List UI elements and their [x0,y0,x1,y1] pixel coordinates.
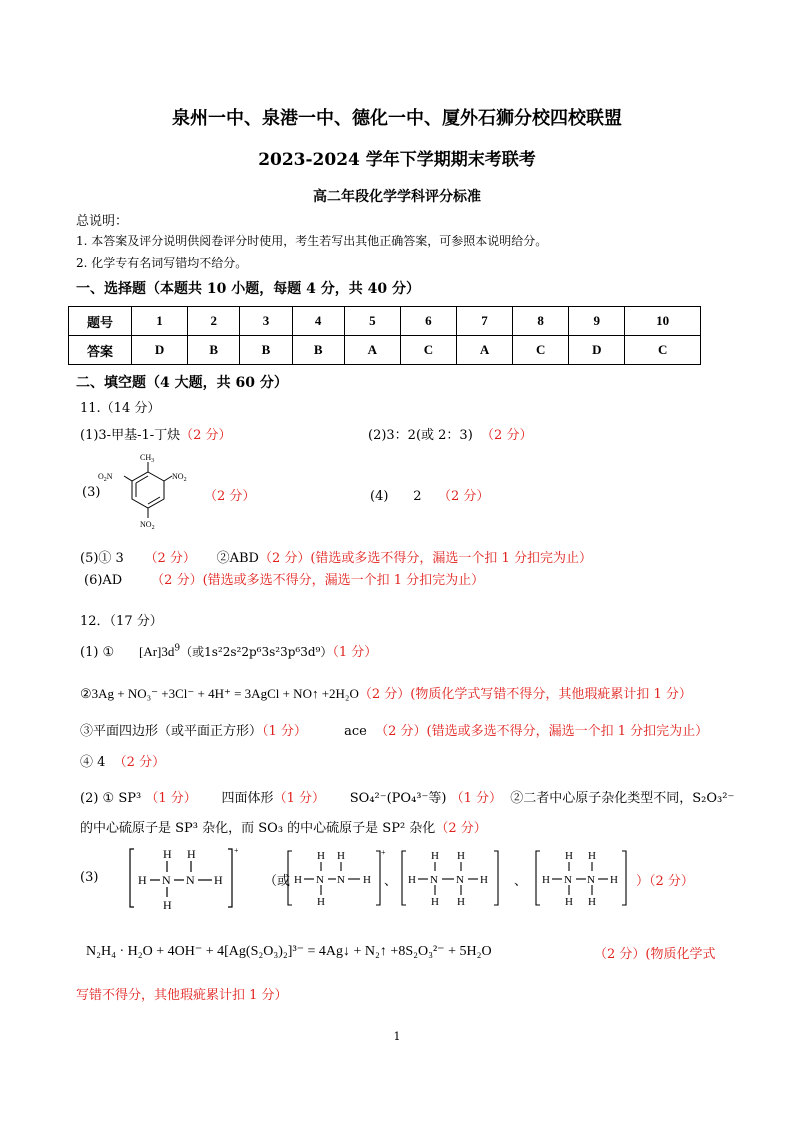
answer-table [68,306,701,365]
q12-equation-score-cont: 写错不得分，其他瑕疵累计扣 1 分） [76,988,288,1003]
table-cell: D [132,336,188,365]
q12-line3 [80,720,708,739]
separator: 、 [384,874,398,889]
section2-heading: 二、填空题（4 大题，共 60 分） [76,375,288,391]
notes-heading: 总说明： [76,214,129,229]
answer-text: (2)3：2(或 2：3) [368,428,473,443]
h-atom: H [408,874,416,886]
alt-config: （或1s²2s²2p⁶3s²3p⁶3d⁹） [180,645,333,659]
table-cell: 5 [344,307,400,336]
q11-part2 [368,424,532,443]
score: （2 分） [180,428,232,443]
hydrazinium-structure-alt1 [286,845,386,911]
table-cell: C [625,336,701,365]
equation: ②3Ag + NO₃⁻ +3Cl⁻ + 4H⁺ = 3AgCl + NO↑ +2H₂O [80,686,359,701]
score: （2 分）(错选或多选不得分，漏选一个扣 1 分扣完为止） [375,724,709,739]
h-atom: H [138,873,147,887]
hydrazinium-structure-main [128,843,242,913]
h-atom: H [542,874,550,886]
answer-text: 四面体形 [221,791,274,806]
table-cell: 10 [625,307,701,336]
h-atom: H [317,896,325,908]
table-row [69,336,701,365]
row-label: 题号 [69,307,132,336]
score: （2 分）(物质化学式写错不得分，其他瑕疵累计扣 1 分） [358,687,692,702]
table-cell: 2 [188,307,240,336]
q11-part3-score: （2 分） [204,489,256,504]
n-atom: N [316,874,324,886]
h-atom: H [363,874,371,886]
table-cell: B [240,336,292,365]
no2-label: $NO_2$ [172,472,187,483]
n-atom: N [456,874,464,886]
answer-text: ④ 4 [80,755,106,770]
score: （2 分） [438,489,490,504]
answer-text: (2) ① SP³ [80,791,142,806]
q11-part1 [80,424,232,443]
note-2: 2. 化学专有名词写错均不给分。 [76,256,248,270]
separator: 、 [514,874,528,889]
no2-bottom-label: $NO_2$ [140,520,155,531]
ch3-label: $CH_3$ [140,453,155,464]
h-atom: H [431,850,439,862]
q12-line4 [80,751,165,770]
h-atom: H [588,896,596,908]
h-atom: H [457,896,465,908]
h-atom: H [294,874,302,886]
table-cell: C [400,336,456,365]
h-atom: H [480,874,488,886]
answer-text: 的中心硫原子是 SP³ 杂化，而 SO₃ 的中心硫原子是 SP² 杂化 [80,821,436,836]
answer-text: (1) ① [80,645,115,660]
n-atom: N [430,874,438,886]
answer-text: (6)AD [84,573,123,588]
row-label: 答案 [69,336,132,365]
answer-value: 2 [413,489,422,504]
answer-text: ②二者中心原子杂化类型不同，S₂O₃²⁻ [510,791,735,806]
score: （1 分） [273,791,325,806]
hydrazinium-structure-alt3 [534,845,634,911]
table-cell: 7 [456,307,512,336]
h-atom: H [565,896,573,908]
title-schools: 泉州一中、泉港一中、德化一中、厦外石狮分校四校联盟 [172,108,622,129]
q11-part6 [84,569,484,588]
table-cell: B [292,336,344,365]
table-cell: C [513,336,569,365]
charge: + [234,846,239,855]
answer-text: ③平面四边形（或平面正方形） [80,724,263,739]
title-exam: 2023-2024 学年下学期期末考联考 [258,150,536,170]
score: （1 分） [145,791,197,806]
electron-config: [Ar]3d [139,644,175,659]
answer-text: ②ABD [216,551,259,566]
h-atom: H [187,847,196,861]
score: （2 分）(错选或多选不得分，漏选一个扣 1 分扣完为止） [151,573,485,588]
page-number: 1 [393,1030,401,1043]
table-cell: 3 [240,307,292,336]
table-cell: 8 [513,307,569,336]
h-atom: H [317,850,325,862]
n-atom: N [162,873,171,887]
q12-line5 [80,787,734,806]
q11-title: 11.（14 分） [80,401,161,416]
title-subject: 高二年段化学学科评分标准 [313,189,481,205]
score: （2 分） [144,551,196,566]
hydrazinium-structure-alt2 [400,845,504,911]
charge: + [381,848,386,857]
table-row [69,307,701,336]
h-atom: H [337,850,345,862]
table-cell: 6 [400,307,456,336]
h-atom: H [588,850,596,862]
score: （1 分） [332,645,378,660]
score: （2 分） [481,428,533,443]
table-cell: D [569,336,625,365]
h-atom: H [431,896,439,908]
table-cell: A [344,336,400,365]
n-atom: N [587,874,595,886]
score: （1 分） [450,791,502,806]
n-atom: N [564,874,572,886]
answer-text: (1)3-甲基-1-丁炔 [80,428,181,443]
note-1: 1. 本答案及评分说明供阅卷评分时使用，考生若写出其他正确答案，可参照本说明给分。 [76,234,548,248]
score: （2 分）(错选或多选不得分，漏选一个扣 1 分扣完为止） [258,551,592,566]
o2n-label: $O_2N$ [98,472,113,483]
answer-text: SO₄²⁻(PO₄³⁻等) [349,791,447,806]
table-cell: 4 [292,307,344,336]
q11-part3-label: (3) [82,485,101,500]
h-atom: H [163,847,172,861]
equation: N₂H₄ · H₂O + 4OH⁻ + 4[Ag(S₂O₃)₂]³⁻ = 4Ag↓ + N₂↑ +8S₂O₃²⁻ + 5H₂O [86,944,492,959]
h-atom: H [214,873,223,887]
q12-line1 [80,641,377,660]
q12-equation-score: （2 分）(物质化学式 [594,947,716,962]
h-atom: H [565,850,573,862]
score: （2 分） [113,755,166,770]
table-cell: 1 [132,307,188,336]
h-atom: H [457,850,465,862]
score: （2 分） [435,821,487,836]
trinitrotoluene-structure [96,448,200,532]
q12-line2 [80,683,692,702]
q12-title: 12．（17 分） [80,614,163,629]
q11-part5 [80,547,592,566]
n-atom: N [337,874,345,886]
h-atom: H [610,874,618,886]
score: （1 分） [262,724,307,739]
answer-text: (5)① 3 [80,551,124,566]
q12-line6 [80,817,487,836]
q12-equation [86,943,492,960]
q12-part3-label: (3) [80,870,99,885]
q12-part3-score: ）（2 分） [636,874,694,889]
table-cell: A [456,336,512,365]
q11-part4 [370,485,489,504]
table-cell: B [188,336,240,365]
answer-text: (4) [370,489,389,504]
section1-heading: 一、选择题（本题共 10 小题，每题 4 分，共 40 分） [76,281,420,297]
table-cell: 9 [569,307,625,336]
n-atom: N [186,873,195,887]
alt-open: （或 [264,874,291,889]
answer-text: ace [344,724,367,739]
superscript: 9 [174,643,181,654]
h-atom: H [163,898,172,912]
